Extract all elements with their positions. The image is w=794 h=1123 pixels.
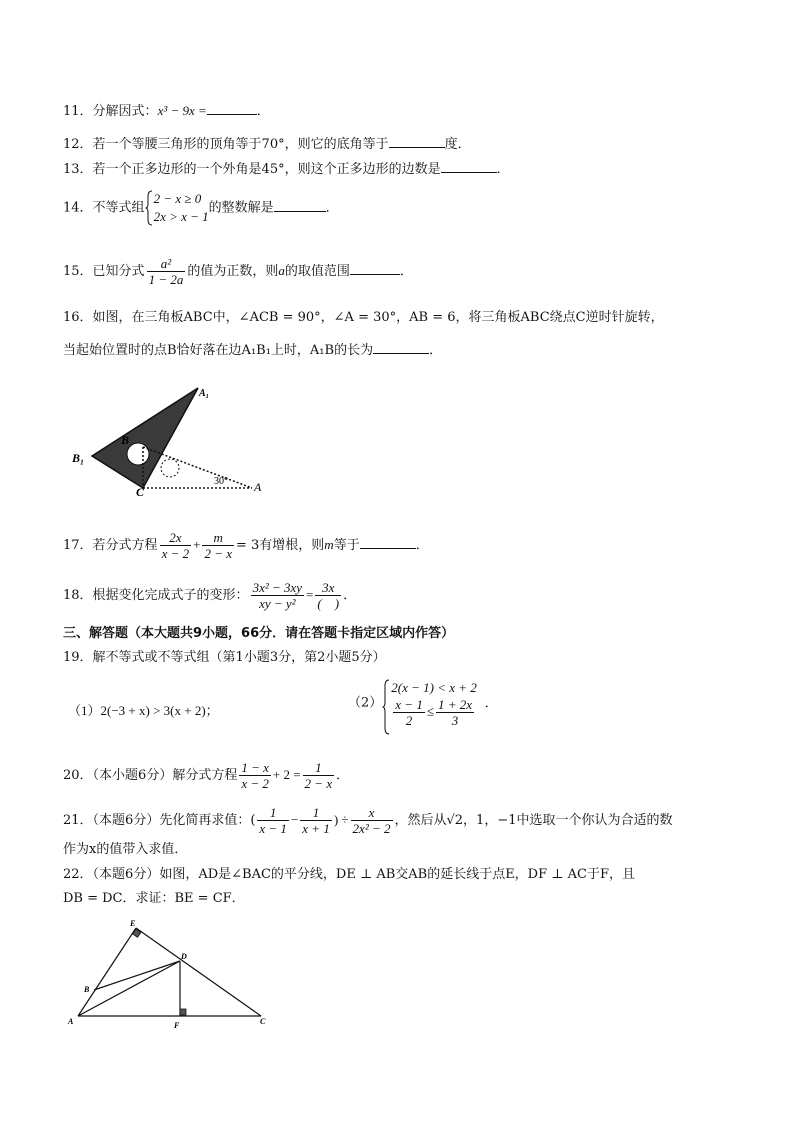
question-22-line-1 <box>63 867 635 883</box>
denominator: x + 1 <box>302 821 330 836</box>
fraction <box>147 256 186 287</box>
denominator: x − 2 <box>241 776 269 791</box>
question-14 <box>63 190 339 226</box>
numerator: m <box>202 530 234 546</box>
question-text: 分解因式： <box>92 104 158 119</box>
right-angle-mark-F <box>180 1009 186 1015</box>
question-text: （本题6分）如图，AD是∠BAC的平分线，DE ⊥ AB交AB的延长线于点E，DF ⊥ AC于F，且 <box>92 867 635 882</box>
question-20 <box>63 760 349 791</box>
denominator: 2 − x <box>204 546 232 561</box>
question-text-post-2: 的取值范围 <box>284 264 350 279</box>
fraction-3 <box>351 805 393 836</box>
question-19 <box>63 650 386 666</box>
period: ． <box>484 695 498 711</box>
numerator: 1 <box>300 805 332 821</box>
question-11 <box>63 102 270 120</box>
label-A: A <box>254 480 262 494</box>
question-text: 已知分式 <box>92 264 145 279</box>
question-number: 14． <box>63 200 93 216</box>
question-text: 若一个正多边形的一个外角是45°，则这个正多边形的边数是 <box>92 162 441 177</box>
question-text: （本小题6分）解分式方程 <box>92 768 238 783</box>
fraction-1 <box>257 805 289 836</box>
answer-blank[interactable] <box>373 341 429 354</box>
numerator: 3x² − 3xy <box>252 580 303 595</box>
denominator: x − 1 <box>259 821 287 836</box>
brace-icon <box>382 679 390 735</box>
question-text: （本题6分）先化简再求值：( <box>92 813 256 828</box>
variable: m <box>324 537 334 552</box>
question-16-line-1 <box>63 310 664 326</box>
question-13 <box>63 160 510 178</box>
answer-blank[interactable] <box>274 199 326 212</box>
minus-sign: − <box>290 812 299 827</box>
question-21 <box>63 805 673 836</box>
question-text-post: 的整数解是 <box>208 200 274 216</box>
fraction-1 <box>251 580 304 611</box>
label-B: B <box>121 433 130 447</box>
numerator: 3x <box>315 580 341 596</box>
angle-bisector-figure <box>64 916 278 1034</box>
denominator: 2 <box>405 713 413 728</box>
period: ． <box>496 162 510 177</box>
question-12 <box>63 135 471 153</box>
segment-EC <box>136 928 261 1016</box>
label-D: D <box>181 952 187 961</box>
question-19-part-1: （1）2(−3 + x) > 3(x + 2)； <box>68 703 219 718</box>
question-number: 16． <box>63 310 93 325</box>
question-text-post-2: 等于 <box>333 538 360 553</box>
system-row-1: 2 − x ≥ 0 <box>153 191 202 206</box>
question-number: 18． <box>63 588 93 603</box>
segment-BD <box>94 961 180 990</box>
numerator: x − 1 <box>395 697 423 712</box>
period: ． <box>429 343 443 358</box>
label-E: E <box>130 919 136 928</box>
question-number: 17． <box>63 538 93 553</box>
le-sign: ≤ <box>426 703 434 719</box>
question-text: 根据变化完成式子的变形： <box>92 588 249 603</box>
fraction-2 <box>436 697 474 728</box>
section-heading: 三、解答题（本大题共9小题，66分．请在答题卡指定区域内作答） <box>63 626 455 641</box>
fraction-1 <box>393 697 425 728</box>
answer-blank[interactable] <box>350 262 400 275</box>
period: ． <box>343 588 357 603</box>
denominator: 3 <box>451 713 459 728</box>
question-text-post: ，然后从√2，1，−1中选取一个你认为合适的数 <box>394 813 673 828</box>
math-expression: x³ − 9x = <box>157 103 207 118</box>
dotted-side-BA <box>143 447 252 488</box>
question-text: 若一个等腰三角形的顶角等于70°，则它的底角等于 <box>92 137 389 152</box>
period: ． <box>399 264 413 279</box>
period: ． <box>325 200 339 216</box>
label-A: A <box>68 1017 74 1026</box>
question-19-part-2 <box>348 679 498 728</box>
brace-icon <box>145 190 153 226</box>
answer-blank[interactable] <box>441 160 497 173</box>
segment-AD <box>78 961 180 1016</box>
fraction-1 <box>239 760 271 791</box>
question-16-line-2 <box>63 341 442 359</box>
plus-sign: + <box>193 537 201 552</box>
label-F: F <box>174 1021 180 1030</box>
question-number: 15． <box>63 264 93 279</box>
label-angle-30: 30° <box>214 476 228 487</box>
question-text: 当起始位置时的点B恰好落在边A₁B₁上时，A₁B的长为 <box>63 343 374 358</box>
fraction-2 <box>303 760 335 791</box>
question-text: 若分式方程 <box>92 538 158 553</box>
system-row-2: 2x > x − 1 <box>153 209 209 224</box>
denominator: x − 2 <box>161 546 190 561</box>
segment-AE <box>78 928 136 1016</box>
triangle-rotation-figure <box>66 378 276 496</box>
question-number: 22． <box>63 867 93 882</box>
numerator: 2x <box>160 530 192 546</box>
operator: + 2 = <box>272 767 301 782</box>
fraction-2 <box>315 580 341 611</box>
answer-blank[interactable] <box>360 536 416 549</box>
question-number: 21． <box>63 813 93 828</box>
label-B1: B₁ <box>72 451 85 465</box>
numerator: x <box>351 805 393 821</box>
answer-blank[interactable] <box>389 135 445 148</box>
question-text: 解不等式或不等式组（第1小题3分，第2小题5分） <box>92 650 386 665</box>
inequality-system <box>145 190 209 226</box>
rotated-triangle <box>92 388 198 488</box>
triangle-hole <box>127 443 149 465</box>
denominator: 2 − x <box>304 776 333 791</box>
variable: a <box>278 263 285 278</box>
question-text-post: 的值为正数，则 <box>187 264 279 279</box>
label-C: C <box>260 1017 266 1026</box>
label-A1: A₁ <box>199 388 210 399</box>
question-end: 度． <box>444 137 471 152</box>
fraction-2 <box>300 805 332 836</box>
question-22-line-2: DB = DC．求证：BE = CF． <box>63 891 245 906</box>
label-B: B <box>84 985 90 994</box>
question-number: 12． <box>63 137 93 152</box>
question-text: 如图，在三角板ABC中，∠ACB = 90°，∠A = 30°，AB = 6，将三角板ABC绕点C逆时针旋转， <box>92 310 664 325</box>
answer-blank[interactable] <box>207 102 257 115</box>
numerator: 1 + 2x <box>437 697 473 712</box>
question-18 <box>63 580 356 611</box>
system-row-2 <box>391 697 477 728</box>
fraction-1 <box>160 530 192 561</box>
denominator: 1 − 2a <box>148 272 184 287</box>
question-number: 13． <box>63 162 93 177</box>
period: ． <box>415 538 429 553</box>
divide-sign: ) ÷ <box>333 812 349 827</box>
question-number: 11． <box>63 104 93 119</box>
period: ． <box>336 768 350 783</box>
question-text: 不等式组 <box>92 200 145 216</box>
question-number: 20． <box>63 768 93 783</box>
numerator: 1 − x <box>241 760 269 775</box>
system-row-1: 2(x − 1) < x + 2 <box>391 680 477 695</box>
question-17 <box>63 530 429 561</box>
numerator: a² <box>147 256 186 272</box>
question-text-post: = 3有增根，则 <box>236 538 325 553</box>
inequality-system <box>382 679 477 728</box>
question-21-line-2: 作为x的值带入求值． <box>63 842 188 857</box>
denominator: xy − y² <box>259 596 296 611</box>
period: ． <box>256 104 270 119</box>
numerator: 1 <box>303 760 335 776</box>
question-number: 19． <box>63 650 93 665</box>
question-15 <box>63 256 413 287</box>
dotted-hole <box>161 459 179 477</box>
numerator: 1 <box>257 805 289 821</box>
fraction-2 <box>202 530 234 561</box>
label-C: C <box>136 485 145 496</box>
denominator: 2x² − 2 <box>352 821 391 836</box>
part-label: （2） <box>348 695 383 711</box>
equals-sign: = <box>306 587 314 602</box>
denominator-blank[interactable]: ( ) <box>317 596 340 611</box>
